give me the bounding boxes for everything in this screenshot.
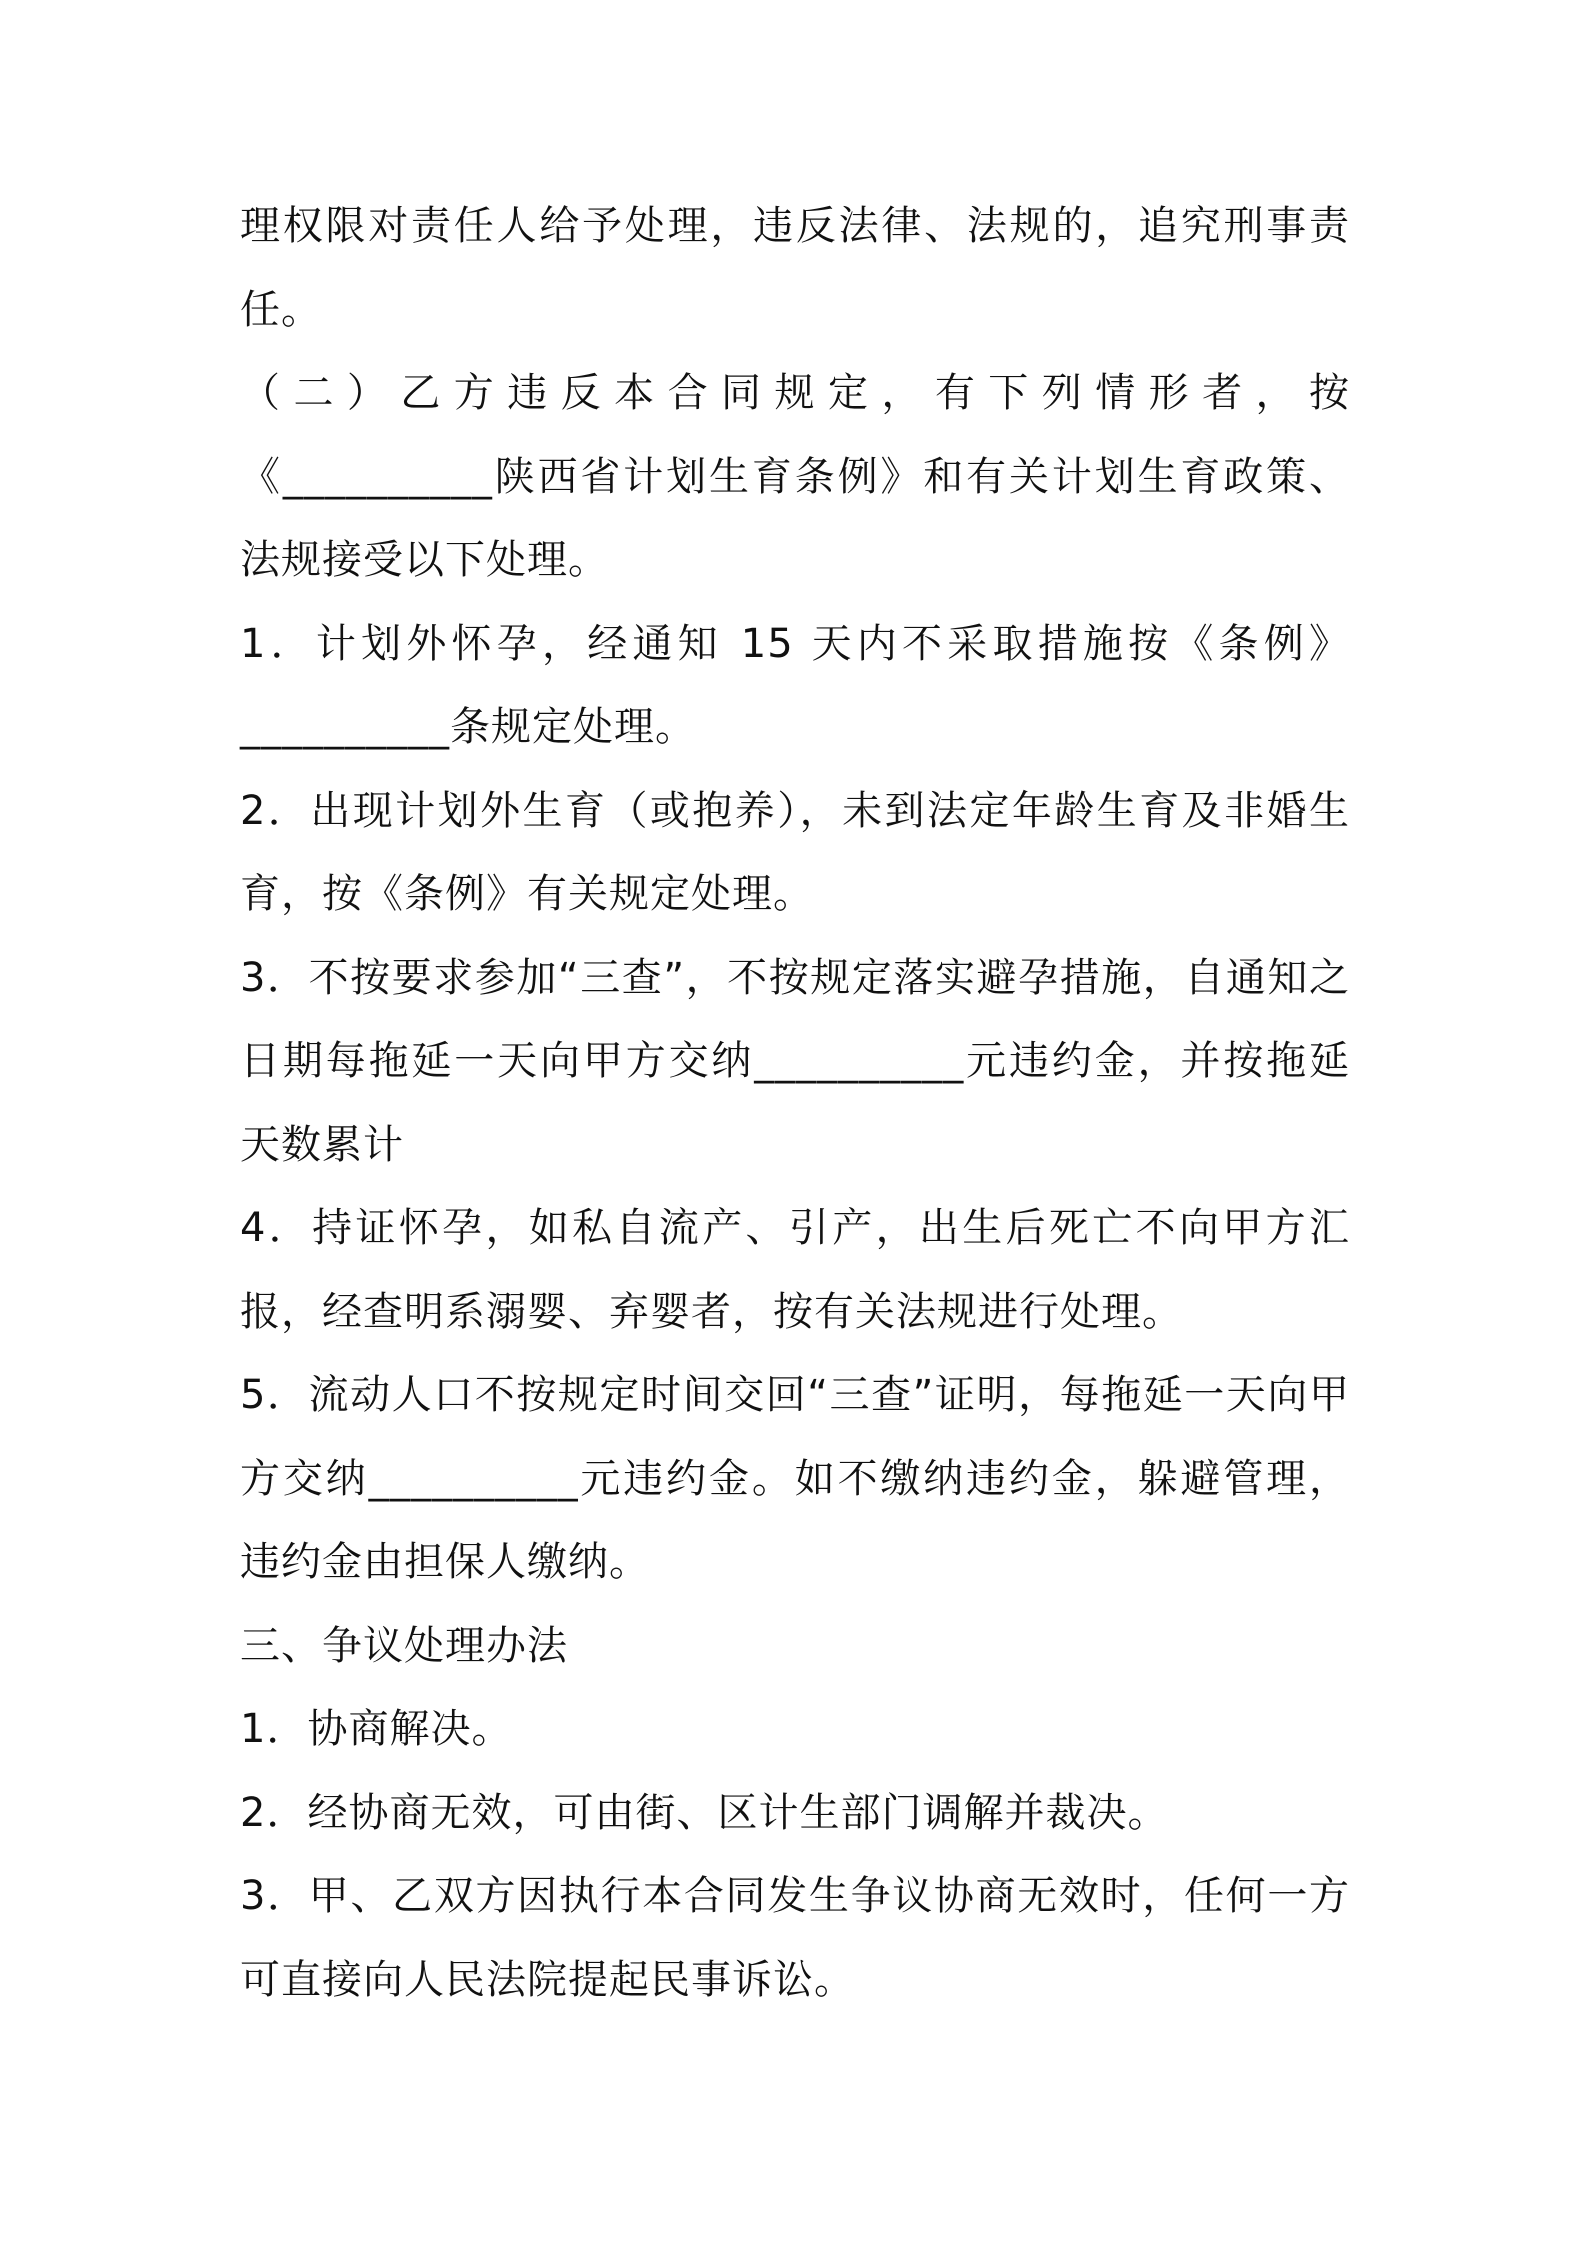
paragraph-dispute-3: 3．甲、乙双方因执行本合同发生争议协商无效时，任何一方可直接向人民法院提起民事诉讼。 xyxy=(240,1873,1350,2003)
paragraph-item-3: 3．不按要求参加“三查”，不按规定落实避孕措施，自通知之日期每拖延一天向甲方交纳__________元违约金，并按拖延天数累计 xyxy=(240,954,1350,1168)
paragraph-dispute-2: 2．经协商无效，可由街、区计生部门调解并裁决。 xyxy=(240,1789,1169,1836)
document-body xyxy=(240,185,1350,2022)
paragraph-item-4: 4．持证怀孕，如私自流产、引产，出生后死亡不向甲方汇报，经查明系溺婴、弃婴者，按有关法规进行处理。 xyxy=(240,1205,1350,1335)
paragraph-item-1: 1．计划外怀孕，经通知 15 天内不采取措施按《条例》__________条规定处理。 xyxy=(240,620,1350,750)
paragraph-party-b-violations: （二）乙方违反本合同规定，有下列情形者，按《__________陕西省计划生育条例》和有关计划生育政策、法规接受以下处理。 xyxy=(240,370,1350,583)
paragraph-dispute-1: 1．协商解决。 xyxy=(240,1706,513,1752)
section-heading-dispute: 三、争议处理办法 xyxy=(240,1622,568,1669)
paragraph-item-5: 5．流动人口不按规定时间交回“三查”证明，每拖延一天向甲方交纳__________元违约金。如不缴纳违约金，躲避管理，违约金由担保人缴纳。 xyxy=(240,1372,1350,1585)
paragraph-item-2: 2．出现计划外生育（或抱养），未到法定年龄生育及非婚生育，按《条例》有关规定处理。 xyxy=(240,787,1350,917)
paragraph-liability: 理权限对责任人给予处理，违反法律、法规的，追究刑事责任。 xyxy=(240,203,1350,333)
